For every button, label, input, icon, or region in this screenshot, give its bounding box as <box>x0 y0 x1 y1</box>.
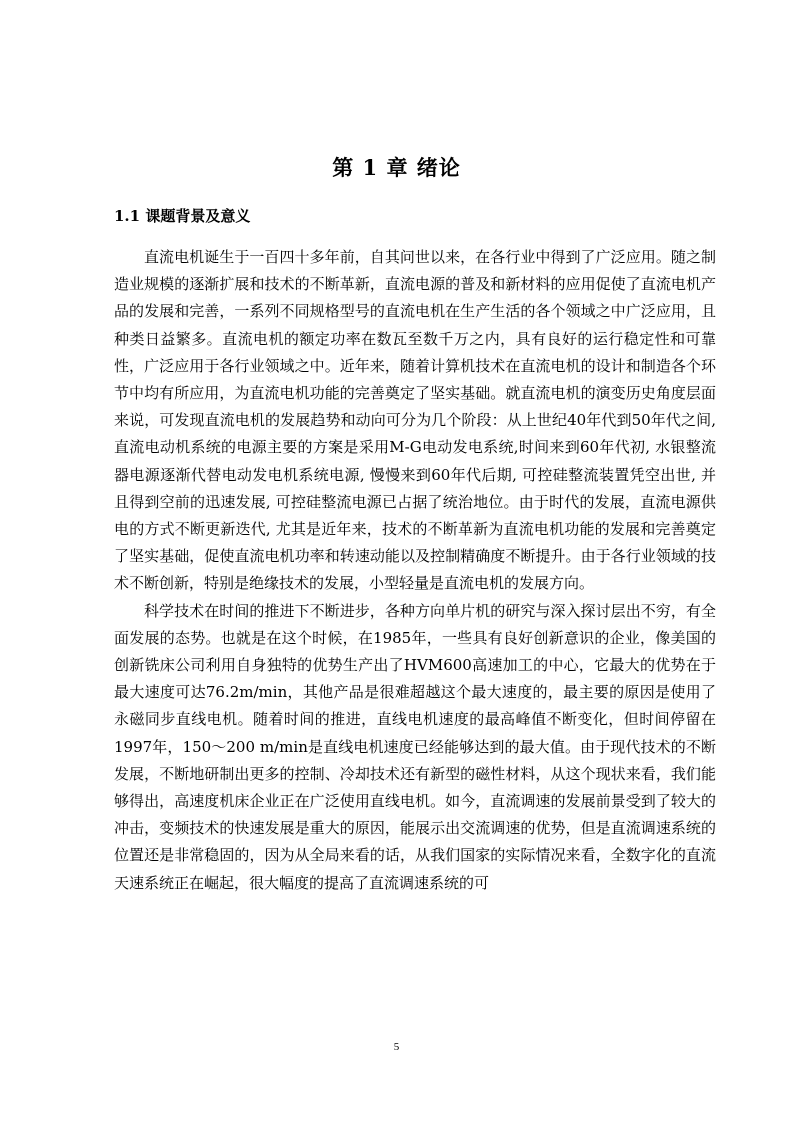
section-title: 1.1 课题背景及意义 <box>114 207 251 225</box>
paragraph-1: 直流电机诞生于一百四十多年前，自其问世以来，在各行业中得到了广泛应用。随之制造业规模的逐渐扩展和技术的不断革新，直流电源的普及和新材料的应用促使了直流电机产品的发展和完善，一系列不同规格型号的直流电机在生产生活的各个领域之中广泛应用，且种类日益繁多。直流电机的额定功率在数瓦至数千万之内，具有良好的运行稳定性和可靠性，广泛应用于各行业领域之中。近年来，随着计算机技术在直流电机的设计和制造各个环节中均有所应用，为直流电机功能的完善奠定了坚实基础。就直流电机的演变历史角度层面来说，可发现直流电机的发展趋势和动向可分为几个阶段：从上世纪40年代到50年代之间, 直流电动机系统的电源主要的方案是采用M-G电动发电系统,时间来到60年代初, 水银整流器电源逐渐代替电动发电机系统电源, 慢慢来到60年代后期, 可控硅整流装置凭空出世, 并且得到空前的迅速发展, 可控硅整流电源已占据了统治地位。由于时代的发展，直流电源供电的方式不断更新迭代, 尤其是近年来，技术的不断革新为直流电机功能的发展和完善奠定了坚实基础，促使直流电机功率和转速动能以及控制精确度不断提升。由于各行业领域的技术不断创新，特别是绝缘技术的发展，小型轻量是直流电机的发展方向。 <box>114 248 716 593</box>
body-text <box>114 244 716 897</box>
page-number: 5 <box>393 1041 400 1053</box>
chapter-title: 第 1 章 绪论 <box>332 155 461 180</box>
paragraph-2: 科学技术在时间的推进下不断进步，各种方向单片机的研究与深入探讨层出不穷，有全面发展的态势。也就是在这个时候，在1985年，一些具有良好创新意识的企业，像美国的创新铣床公司利用自身独特的优势生产出了HVM600高速加工的中心，它最大的优势在于最大速度可达76.2m/min，其他产品是很难超越这个最大速度的，最主要的原因是使用了永磁同步直线电机。随着时间的推进，直线电机速度的最高峰值不断变化，但时间停留在1997年，150～200 m/min是直线电机速度已经能够达到的最大值。由于现代技术的不断发展，不断地研制出更多的控制、冷却技术还有新型的磁性材料，从这个现状来看，我们能够得出，高速度机床企业正在广泛使用直线电机。如今，直流调速的发展前景受到了较大的冲击，变频技术的快速发展是重大的原因，能展示出交流调速的优势，但是直流调速系统的位置还是非常稳固的，因为从全局来看的话，从我们国家的实际情况来看，全数字化的直流天速系统正在崛起，很大幅度的提高了直流调速系统的可 <box>114 601 716 892</box>
